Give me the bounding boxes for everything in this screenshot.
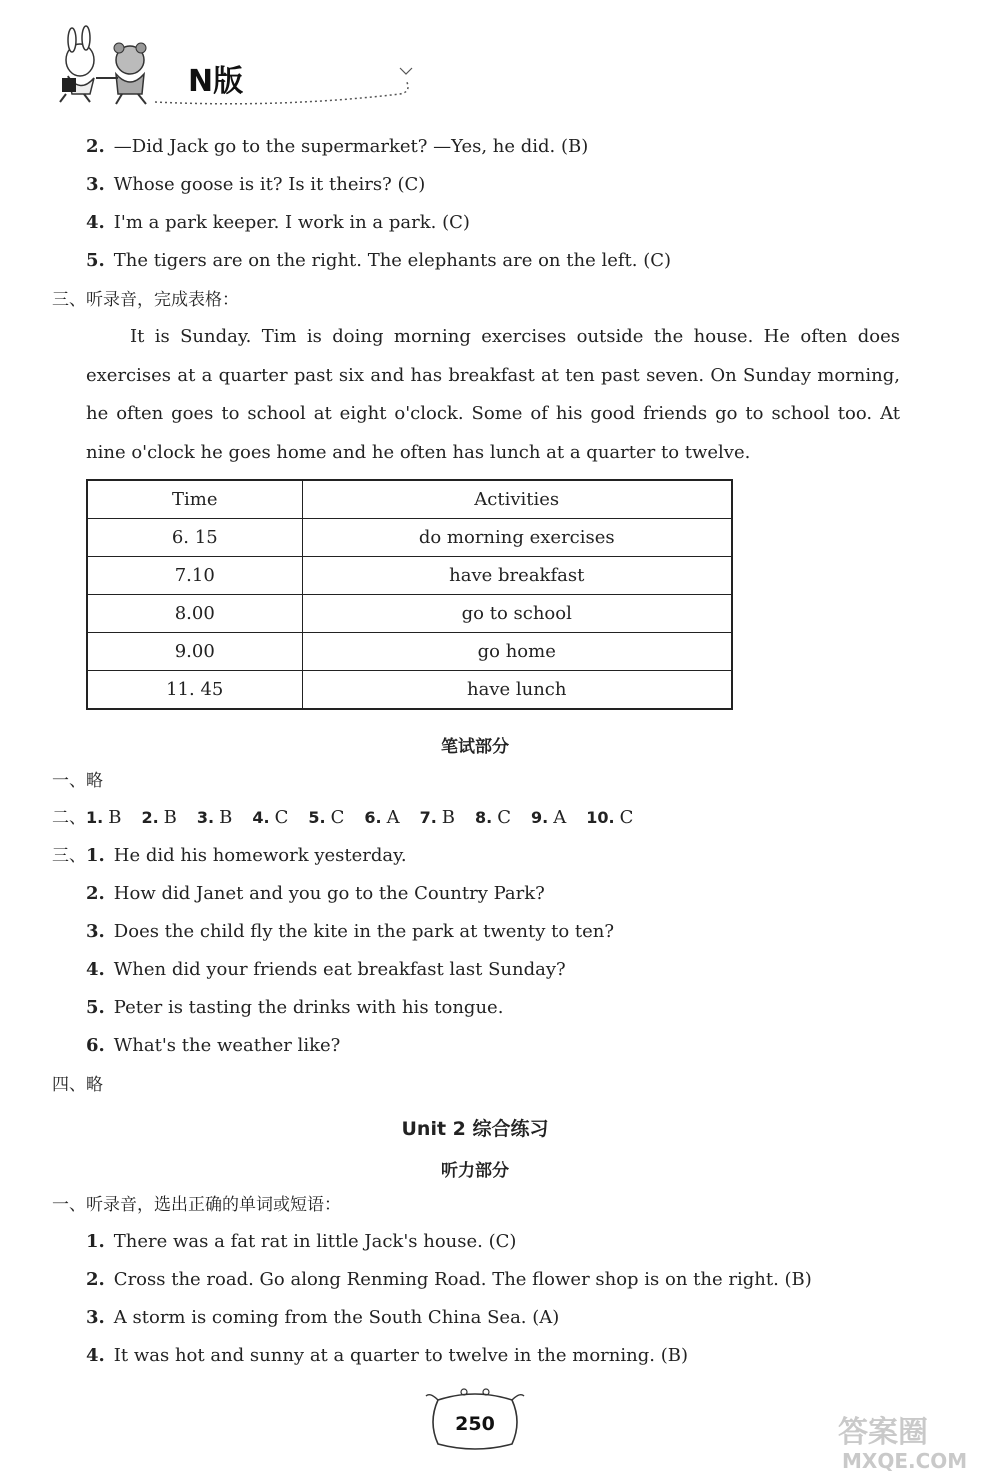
table-cell: do morning exercises	[302, 519, 732, 557]
table-row	[87, 671, 732, 710]
candy-frame-icon	[424, 1378, 526, 1458]
list-item: 5. Peter is tasting the drinks with his tongue.	[86, 997, 504, 1018]
page-header	[20, 20, 450, 110]
list-item: 1. There was a fat rat in little Jack's house. (C)	[86, 1231, 517, 1252]
list-item: 2. Cross the road. Go along Renming Road. The flower shop is on the right. (B)	[86, 1269, 812, 1290]
unit-title: Unit 2 综合练习	[401, 1118, 549, 1140]
table-row	[87, 519, 732, 557]
passage	[86, 318, 900, 472]
list-item: 3. A storm is coming from the South China Sea. (A)	[86, 1307, 560, 1328]
table-cell: go to school	[302, 595, 732, 633]
passage-text: It is Sunday. Tim is doing morning exercises outside the house. He often does exercises at a quarter past six and has breakfast at ten past seven. On Sunday morning, he often goes to school at eight o'clock. Some of his good friends go to school too. At nine o'clock he goes home and he often has lunch at a quarter to twelve.	[86, 326, 900, 463]
page-number-badge	[424, 1378, 526, 1458]
table-cell: go home	[302, 633, 732, 671]
table-cell: have lunch	[302, 671, 732, 710]
list-item: 6. What's the weather like?	[86, 1035, 341, 1056]
answer-row: 二、1. B 2. B 3. B 4. C 5. C 6. A 7. B 8. C 9. A 10. C	[52, 807, 634, 828]
table-cell: 7.10	[87, 557, 302, 595]
table-row	[87, 633, 732, 671]
table-header-row	[87, 480, 732, 519]
list-item: 2. —Did Jack go to the supermarket? —Yes, he did. (B)	[86, 136, 589, 157]
list-item: 3. Does the child fly the kite in the park at twenty to ten?	[86, 921, 615, 942]
column-header: Time	[87, 480, 302, 519]
table-row	[87, 557, 732, 595]
column-header: Activities	[302, 480, 732, 519]
section-label: 一、略	[52, 771, 103, 791]
table-row	[87, 595, 732, 633]
list-item: 三、1. He did his homework yesterday.	[52, 845, 407, 866]
list-item: 4. I'm a park keeper. I work in a park. (C)	[86, 212, 470, 233]
table-cell: 6. 15	[87, 519, 302, 557]
edition-title: N版	[188, 64, 244, 99]
watermark-url: MXQE.COM	[842, 1449, 968, 1473]
list-item: 4. It was hot and sunny at a quarter to twelve in the morning. (B)	[86, 1345, 688, 1366]
section-heading: 听力部分	[441, 1161, 509, 1181]
table-cell: 8.00	[87, 595, 302, 633]
section-label: 三、听录音，完成表格：	[52, 290, 239, 310]
table-cell: have breakfast	[302, 557, 732, 595]
section-label: 一、听录音，选出正确的单词或短语：	[52, 1195, 341, 1215]
watermark-text: 答案圈	[838, 1415, 928, 1450]
list-item: 2. How did Janet and you go to the Country Park?	[86, 883, 545, 904]
section-label: 四、略	[52, 1075, 103, 1095]
schedule-table	[86, 479, 733, 710]
table-cell: 11. 45	[87, 671, 302, 710]
list-item: 4. When did your friends eat breakfast last Sunday?	[86, 959, 566, 980]
watermark-logo	[832, 1410, 992, 1474]
section-heading: 笔试部分	[441, 737, 509, 757]
table-cell: 9.00	[87, 633, 302, 671]
page-number: 250	[455, 1413, 495, 1435]
list-item: 5. The tigers are on the right. The elephants are on the left. (C)	[86, 250, 672, 271]
list-item: 3. Whose goose is it? Is it theirs? (C)	[86, 174, 426, 195]
